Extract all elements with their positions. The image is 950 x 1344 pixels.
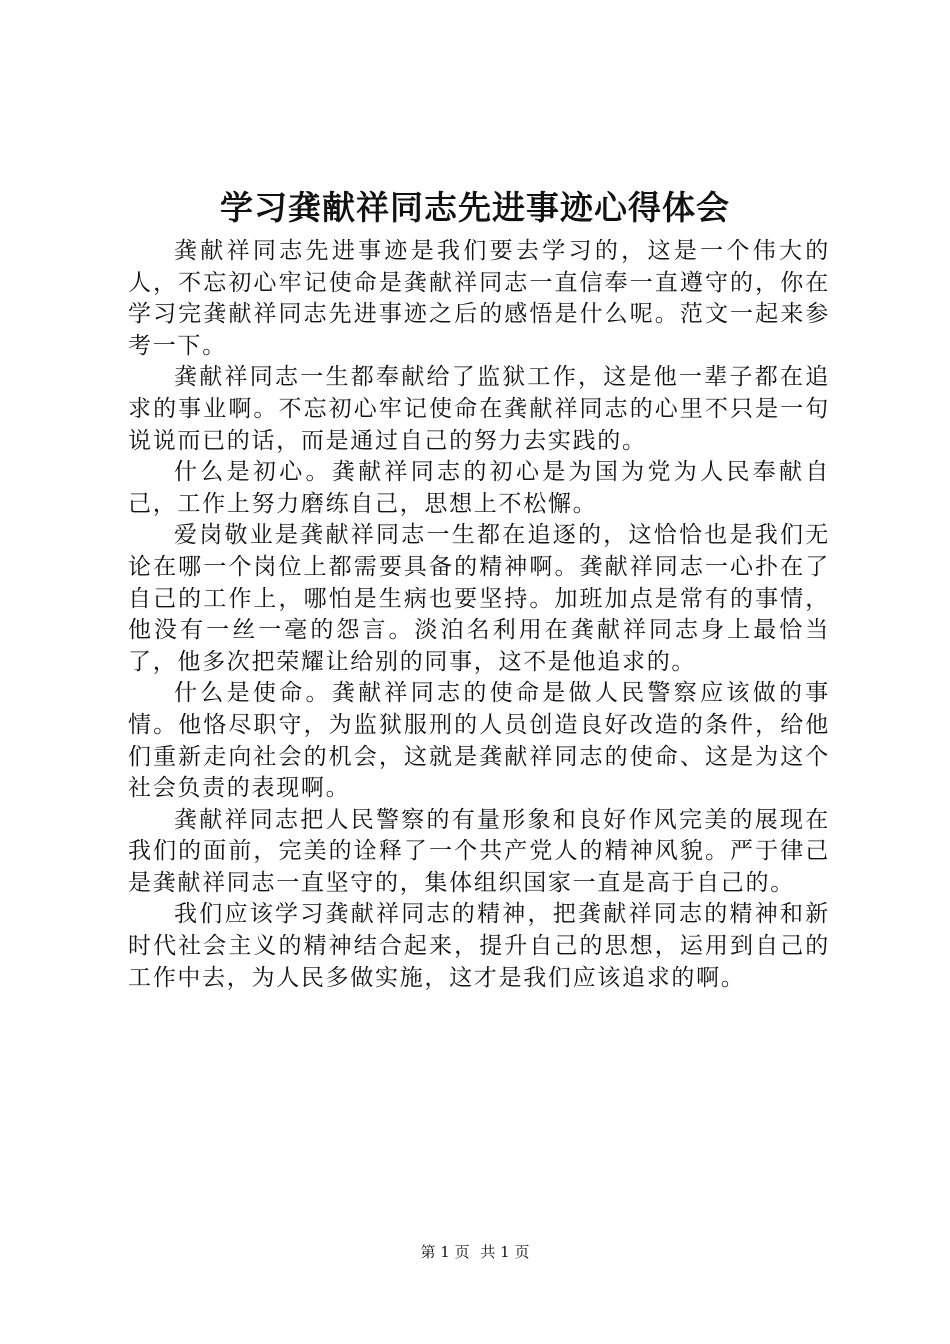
document-body [128,236,830,994]
paragraph-6: 龚献祥同志把人民警察的有量形象和良好作风完美的展现在我们的面前，完美的诠释了一个共产党人的精神风貌。严于律己是龚献祥同志一直坚守的，集体组织国家一直是高于自己的。 [128,806,830,896]
paragraph-5: 什么是使命。龚献祥同志的使命是做人民警察应该做的事情。他恪尽职守，为监狱服刑的人员创造良好改造的条件，给他们重新走向社会的机会，这就是龚献祥同志的使命、这是为这个社会负责的表现啊。 [128,680,830,802]
page-number: 第 1 页 [420,1243,470,1261]
page-total: 共 1 页 [480,1243,530,1261]
paragraph-1: 龚献祥同志先进事迹是我们要去学习的，这是一个伟大的人，不忘初心牢记使命是龚献祥同志一直信奉一直遵守的，你在学习完龚献祥同志先进事迹之后的感悟是什么呢。范文一起来参考一下。 [128,238,830,359]
paragraph-4: 爱岗敬业是龚献祥同志一生都在追逐的，这恰恰也是我们无论在哪一个岗位上都需要具备的精神啊。龚献祥同志一心扑在了自己的工作上，哪怕是生病也要坚持。加班加点是常有的事情，他没有一丝一毫的怨言。淡泊名利用在龚献祥同志身上最恰当了，他多次把荣耀让给别的同事，这不是他追求的。 [128,522,830,675]
paragraph-2: 龚献祥同志一生都奉献给了监狱工作，这是他一辈子都在追求的事业啊。不忘初心牢记使命在龚献祥同志的心里不只是一句说说而已的话，而是通过自己的努力去实践的。 [128,364,830,454]
page-footer [0,1242,950,1262]
paragraph-3: 什么是初心。龚献祥同志的初心是为国为党为人民奉献自己，工作上努力磨练自己，思想上不松懈。 [128,459,830,517]
document-title: 学习龚献祥同志先进事迹心得体会 [220,188,730,227]
paragraph-7: 我们应该学习龚献祥同志的精神，把龚献祥同志的精神和新时代社会主义的精神结合起来，提升自己的思想，运用到自己的工作中去，为人民多做实施，这才是我们应该追求的啊。 [128,901,830,991]
